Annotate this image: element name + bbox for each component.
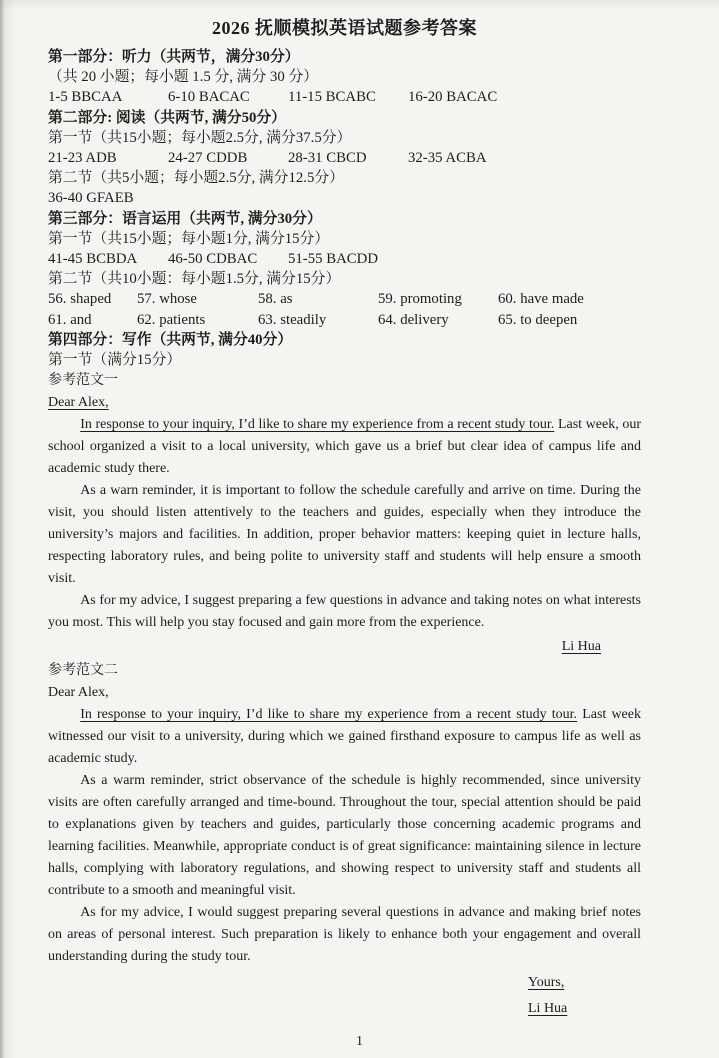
essay2-paragraph-3: As for my advice, I would suggest preparing several questions in advance and making brief notes on areas of personal interest. Such preparation is likely to enhance both your engagement and overall understanding during the study tour. bbox=[48, 905, 641, 965]
essay1-signature bbox=[48, 634, 641, 660]
answer-group: 21-23 ADB bbox=[48, 150, 117, 167]
fill-answer: 57. whose bbox=[137, 291, 198, 308]
paragraph-text: Last week witnessed our visit to a university, during which we gained firsthand exposure to campus life as well as academic study. bbox=[48, 707, 641, 767]
part3-fill-row-2 bbox=[48, 310, 641, 330]
answer-key bbox=[48, 47, 641, 370]
essay2-paragraph-1 bbox=[48, 704, 641, 770]
part4-heading: 第四部分：写作（共两节, 满分40分） bbox=[48, 331, 293, 348]
part2-heading: 第二部分: 阅读（共两节, 满分50分） bbox=[48, 109, 286, 126]
part4-section1: 第一节（满分15分） bbox=[48, 352, 182, 369]
part1-answer-row bbox=[48, 87, 641, 107]
fill-answer: 61. and bbox=[48, 311, 92, 328]
signature-text: Li Hua bbox=[528, 1001, 568, 1017]
answer-group: 28-31 CBCD bbox=[288, 150, 367, 167]
page-title: 2026 抚顺模拟英语试题参考答案 bbox=[212, 18, 477, 38]
closing-text: Yours, bbox=[528, 975, 565, 991]
part2-answer-row-2: 36-40 GFAEB bbox=[48, 190, 134, 207]
signature-text: Li Hua bbox=[561, 639, 601, 655]
salutation-text: Dear Alex, bbox=[48, 395, 109, 411]
part2-answer-row-1 bbox=[48, 148, 641, 168]
part2-section1: 第一节（共15小题；每小题2.5分, 满分37.5分） bbox=[48, 129, 352, 146]
part3-fill-row-1 bbox=[48, 289, 641, 309]
essay1-paragraph-1 bbox=[48, 414, 641, 480]
fill-answer: 65. to deepen bbox=[498, 311, 578, 328]
answer-group: 41-45 BCBDA bbox=[48, 251, 138, 268]
fill-answer: 60. have made bbox=[498, 291, 584, 308]
fill-answer: 64. delivery bbox=[378, 311, 449, 328]
essay2-salutation: Dear Alex, bbox=[48, 685, 109, 701]
model-essay-2 bbox=[48, 660, 641, 1022]
part3-heading: 第三部分：语言运用（共两节, 满分30分） bbox=[48, 210, 322, 227]
page-number: 1 bbox=[356, 1034, 363, 1049]
answer-group: 24-27 CDDB bbox=[168, 150, 248, 167]
answer-group: 11-15 BCABC bbox=[288, 89, 376, 106]
answer-group: 16-20 BACAC bbox=[408, 89, 498, 106]
essay1-salutation bbox=[48, 392, 641, 414]
part2-section2: 第二节（共5小题；每小题2.5分, 满分12.5分） bbox=[48, 170, 344, 187]
fill-answer: 58. as bbox=[258, 291, 293, 308]
part1-subheading: （共 20 小题；每小题 1.5 分, 满分 30 分） bbox=[48, 69, 319, 86]
answer-group: 32-35 ACBA bbox=[408, 150, 487, 167]
essay1-paragraph-3: As for my advice, I suggest preparing a few questions in advance and taking notes on what interests you most. This will help you stay focused and gain more from the experience. bbox=[48, 593, 641, 631]
part3-section2: 第二节（共10小题：每小题1.5分, 满分15分） bbox=[48, 271, 341, 288]
fill-answer: 63. steadily bbox=[258, 311, 327, 328]
fill-answer: 62. patients bbox=[137, 311, 206, 328]
part1-heading: 第一部分：听力（共两节，满分30分） bbox=[48, 49, 300, 65]
fill-answer: 59. promoting bbox=[378, 291, 462, 308]
underlined-opening-sentence: In response to your inquiry, I’d like to share my experience from a recent study tour. bbox=[80, 417, 555, 433]
underlined-opening-sentence: In response to your inquiry, I’d like to share my experience from a recent study tour. bbox=[80, 707, 578, 723]
answer-group: 6-10 BACAC bbox=[168, 89, 250, 106]
answer-group: 46-50 CDBAC bbox=[168, 251, 258, 268]
part3-answer-row-1 bbox=[48, 249, 641, 269]
fill-answer: 56. shaped bbox=[48, 291, 112, 308]
essay1-paragraph-2: As a warn reminder, it is important to follow the schedule carefully and arrive on time. During the visit, you should listen attentively to the teachers and guides, especially when they introduce the university’s majors and facilities. In addition, proper behavior matters: keeping quiet in lecture halls, respecting laboratory rules, and being polite to university staff and students will help ensure a smooth visit. bbox=[48, 483, 641, 587]
closing-yours bbox=[528, 970, 641, 996]
answer-group: 1-5 BBCAA bbox=[48, 89, 123, 106]
part3-section1: 第一节（共15小题；每小题1分, 满分15分） bbox=[48, 230, 330, 247]
essay2-label: 参考范文二 bbox=[48, 663, 118, 679]
essay2-paragraph-2: As a warm reminder, strict observance of the schedule is highly recommended, since university visits are often carefully arranged and time-bound. Throughout the tour, special attention should be paid to explanations given by teachers and guides, particularly those concerning academic programs and learning facilities. Meanwhile, appropriate conduct is of great significance: maintaining silence in lecture halls, complying with laboratory regulations, and showing respect to university staff and students all contribute to a smooth and meaningful visit. bbox=[48, 773, 641, 899]
model-essay-1 bbox=[48, 370, 641, 660]
closing-signature bbox=[528, 996, 641, 1022]
essay2-closing bbox=[528, 970, 641, 1022]
essay1-label: 参考范文一 bbox=[48, 373, 118, 389]
answer-group: 51-55 BACDD bbox=[288, 251, 379, 268]
paragraph-text: Last week, our school organized a visit to a local university, which gave us a brief but clear idea of campus life and academic study there. bbox=[48, 417, 641, 477]
